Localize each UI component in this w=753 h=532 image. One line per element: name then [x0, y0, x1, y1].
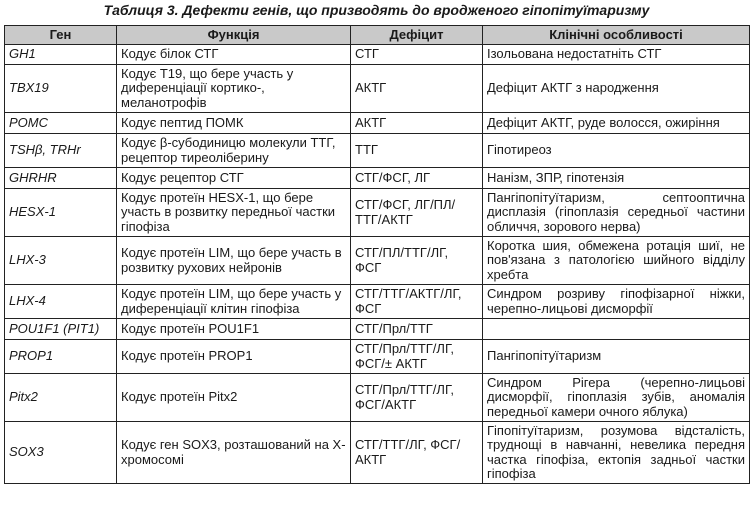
header-clinical: Клінічні особливості — [483, 26, 750, 45]
cell-clinical: Гіпопітуїтаризм, розумова відсталість, труднощі в навчанні, невелика передня частка гіпофіза, ектопія задньої частки гіпофіза — [483, 422, 750, 484]
cell-function: Кодує β-субодиницю молекули ТТГ, рецептор тиреоліберину — [117, 134, 351, 168]
cell-function: Кодує протеїн Pitx2 — [117, 374, 351, 422]
cell-clinical: Синдром розриву гіпофізарної ніжки, черепно-лицьові дисморфії — [483, 285, 750, 319]
table-header-row — [5, 26, 750, 45]
cell-gene: LHX-4 — [5, 285, 117, 319]
cell-gene: PROP1 — [5, 340, 117, 374]
table-row — [5, 237, 750, 285]
table-row — [5, 168, 750, 189]
gene-defects-table — [4, 25, 750, 484]
table-row — [5, 45, 750, 65]
cell-clinical: Дефіцит АКТГ, руде волосся, ожиріння — [483, 113, 750, 134]
cell-function: Кодує протеїн HESX-1, що бере участь в розвитку передньої частки гіпофіза — [117, 189, 351, 237]
table-row — [5, 374, 750, 422]
cell-clinical: Коротка шия, обмежена ротація шиї, не пов'язана з патологією шийного відділу хребта — [483, 237, 750, 285]
cell-function: Кодує пептид ПОМК — [117, 113, 351, 134]
header-gene: Ген — [5, 26, 117, 45]
cell-deficit: СТГ/ФСГ, ЛГ/ПЛ/ТТГ/АКТГ — [351, 189, 483, 237]
cell-gene: POU1F1 (PIT1) — [5, 319, 117, 340]
cell-clinical — [483, 319, 750, 340]
cell-clinical: Пангіпопітуїтаризм — [483, 340, 750, 374]
cell-gene: HESX-1 — [5, 189, 117, 237]
cell-function: Кодує рецептор СТГ — [117, 168, 351, 189]
cell-function: Кодує протеїн POU1F1 — [117, 319, 351, 340]
cell-deficit: АКТГ — [351, 65, 483, 113]
header-deficit: Дефіцит — [351, 26, 483, 45]
table-row — [5, 113, 750, 134]
cell-deficit: АКТГ — [351, 113, 483, 134]
cell-function: Кодує ген SOX3, розташований на X-хромосомі — [117, 422, 351, 484]
table-row — [5, 319, 750, 340]
cell-deficit: СТГ/Прл/ТТГ/ЛГ, ФСГ/АКТГ — [351, 374, 483, 422]
cell-deficit: СТГ/ПЛ/ТТГ/ЛГ, ФСГ — [351, 237, 483, 285]
cell-deficit: СТГ/ТТГ/АКТГ/ЛГ, ФСГ — [351, 285, 483, 319]
cell-function: Кодує протеїн LIM, що бере участь в розвитку рухових нейронів — [117, 237, 351, 285]
cell-gene: POMC — [5, 113, 117, 134]
cell-deficit: СТГ/ФСГ, ЛГ — [351, 168, 483, 189]
cell-gene: LHX-3 — [5, 237, 117, 285]
cell-clinical: Синдром Рігера (черепно-лицьові дисморфії, гіпоплазія зубів, аномалія передньої камери очного яблука) — [483, 374, 750, 422]
table-row — [5, 189, 750, 237]
header-function: Функція — [117, 26, 351, 45]
cell-gene: GH1 — [5, 45, 117, 65]
cell-deficit: СТГ — [351, 45, 483, 65]
table-caption: Таблиця 3. Дефекти генів, що призводять до вродженого гіпопітуїтаризму — [103, 2, 650, 18]
table-row — [5, 422, 750, 484]
table-row — [5, 65, 750, 113]
cell-gene: GHRHR — [5, 168, 117, 189]
cell-clinical: Гіпотиреоз — [483, 134, 750, 168]
cell-clinical: Пангіпопітуїтаризм, септооптична дисплазія (гіпоплазія середньої частини обличчя, зорового нерва) — [483, 189, 750, 237]
cell-clinical: Нанізм, ЗПР, гіпотензія — [483, 168, 750, 189]
cell-clinical: Ізольована недостатніть СТГ — [483, 45, 750, 65]
cell-function: Кодує білок СТГ — [117, 45, 351, 65]
cell-deficit: СТГ/Прл/ТТГ — [351, 319, 483, 340]
table-row — [5, 340, 750, 374]
cell-deficit: СТГ/ТТГ/ЛГ, ФСГ/АКТГ — [351, 422, 483, 484]
cell-function: Кодує протеїн PROP1 — [117, 340, 351, 374]
cell-gene: Pitx2 — [5, 374, 117, 422]
cell-gene: TBX19 — [5, 65, 117, 113]
cell-function: Кодує протеїн LIM, що бере участь у диференціації клітин гіпофіза — [117, 285, 351, 319]
table-row — [5, 134, 750, 168]
table-row — [5, 285, 750, 319]
cell-gene: TSHβ, TRHr — [5, 134, 117, 168]
cell-deficit: СТГ/Прл/ТТГ/ЛГ, ФСГ/± АКТГ — [351, 340, 483, 374]
cell-function: Кодує Т19, що бере участь у диференціації кортико-, меланотрофів — [117, 65, 351, 113]
cell-deficit: ТТГ — [351, 134, 483, 168]
cell-gene: SOX3 — [5, 422, 117, 484]
cell-clinical: Дефіцит АКТГ з народження — [483, 65, 750, 113]
